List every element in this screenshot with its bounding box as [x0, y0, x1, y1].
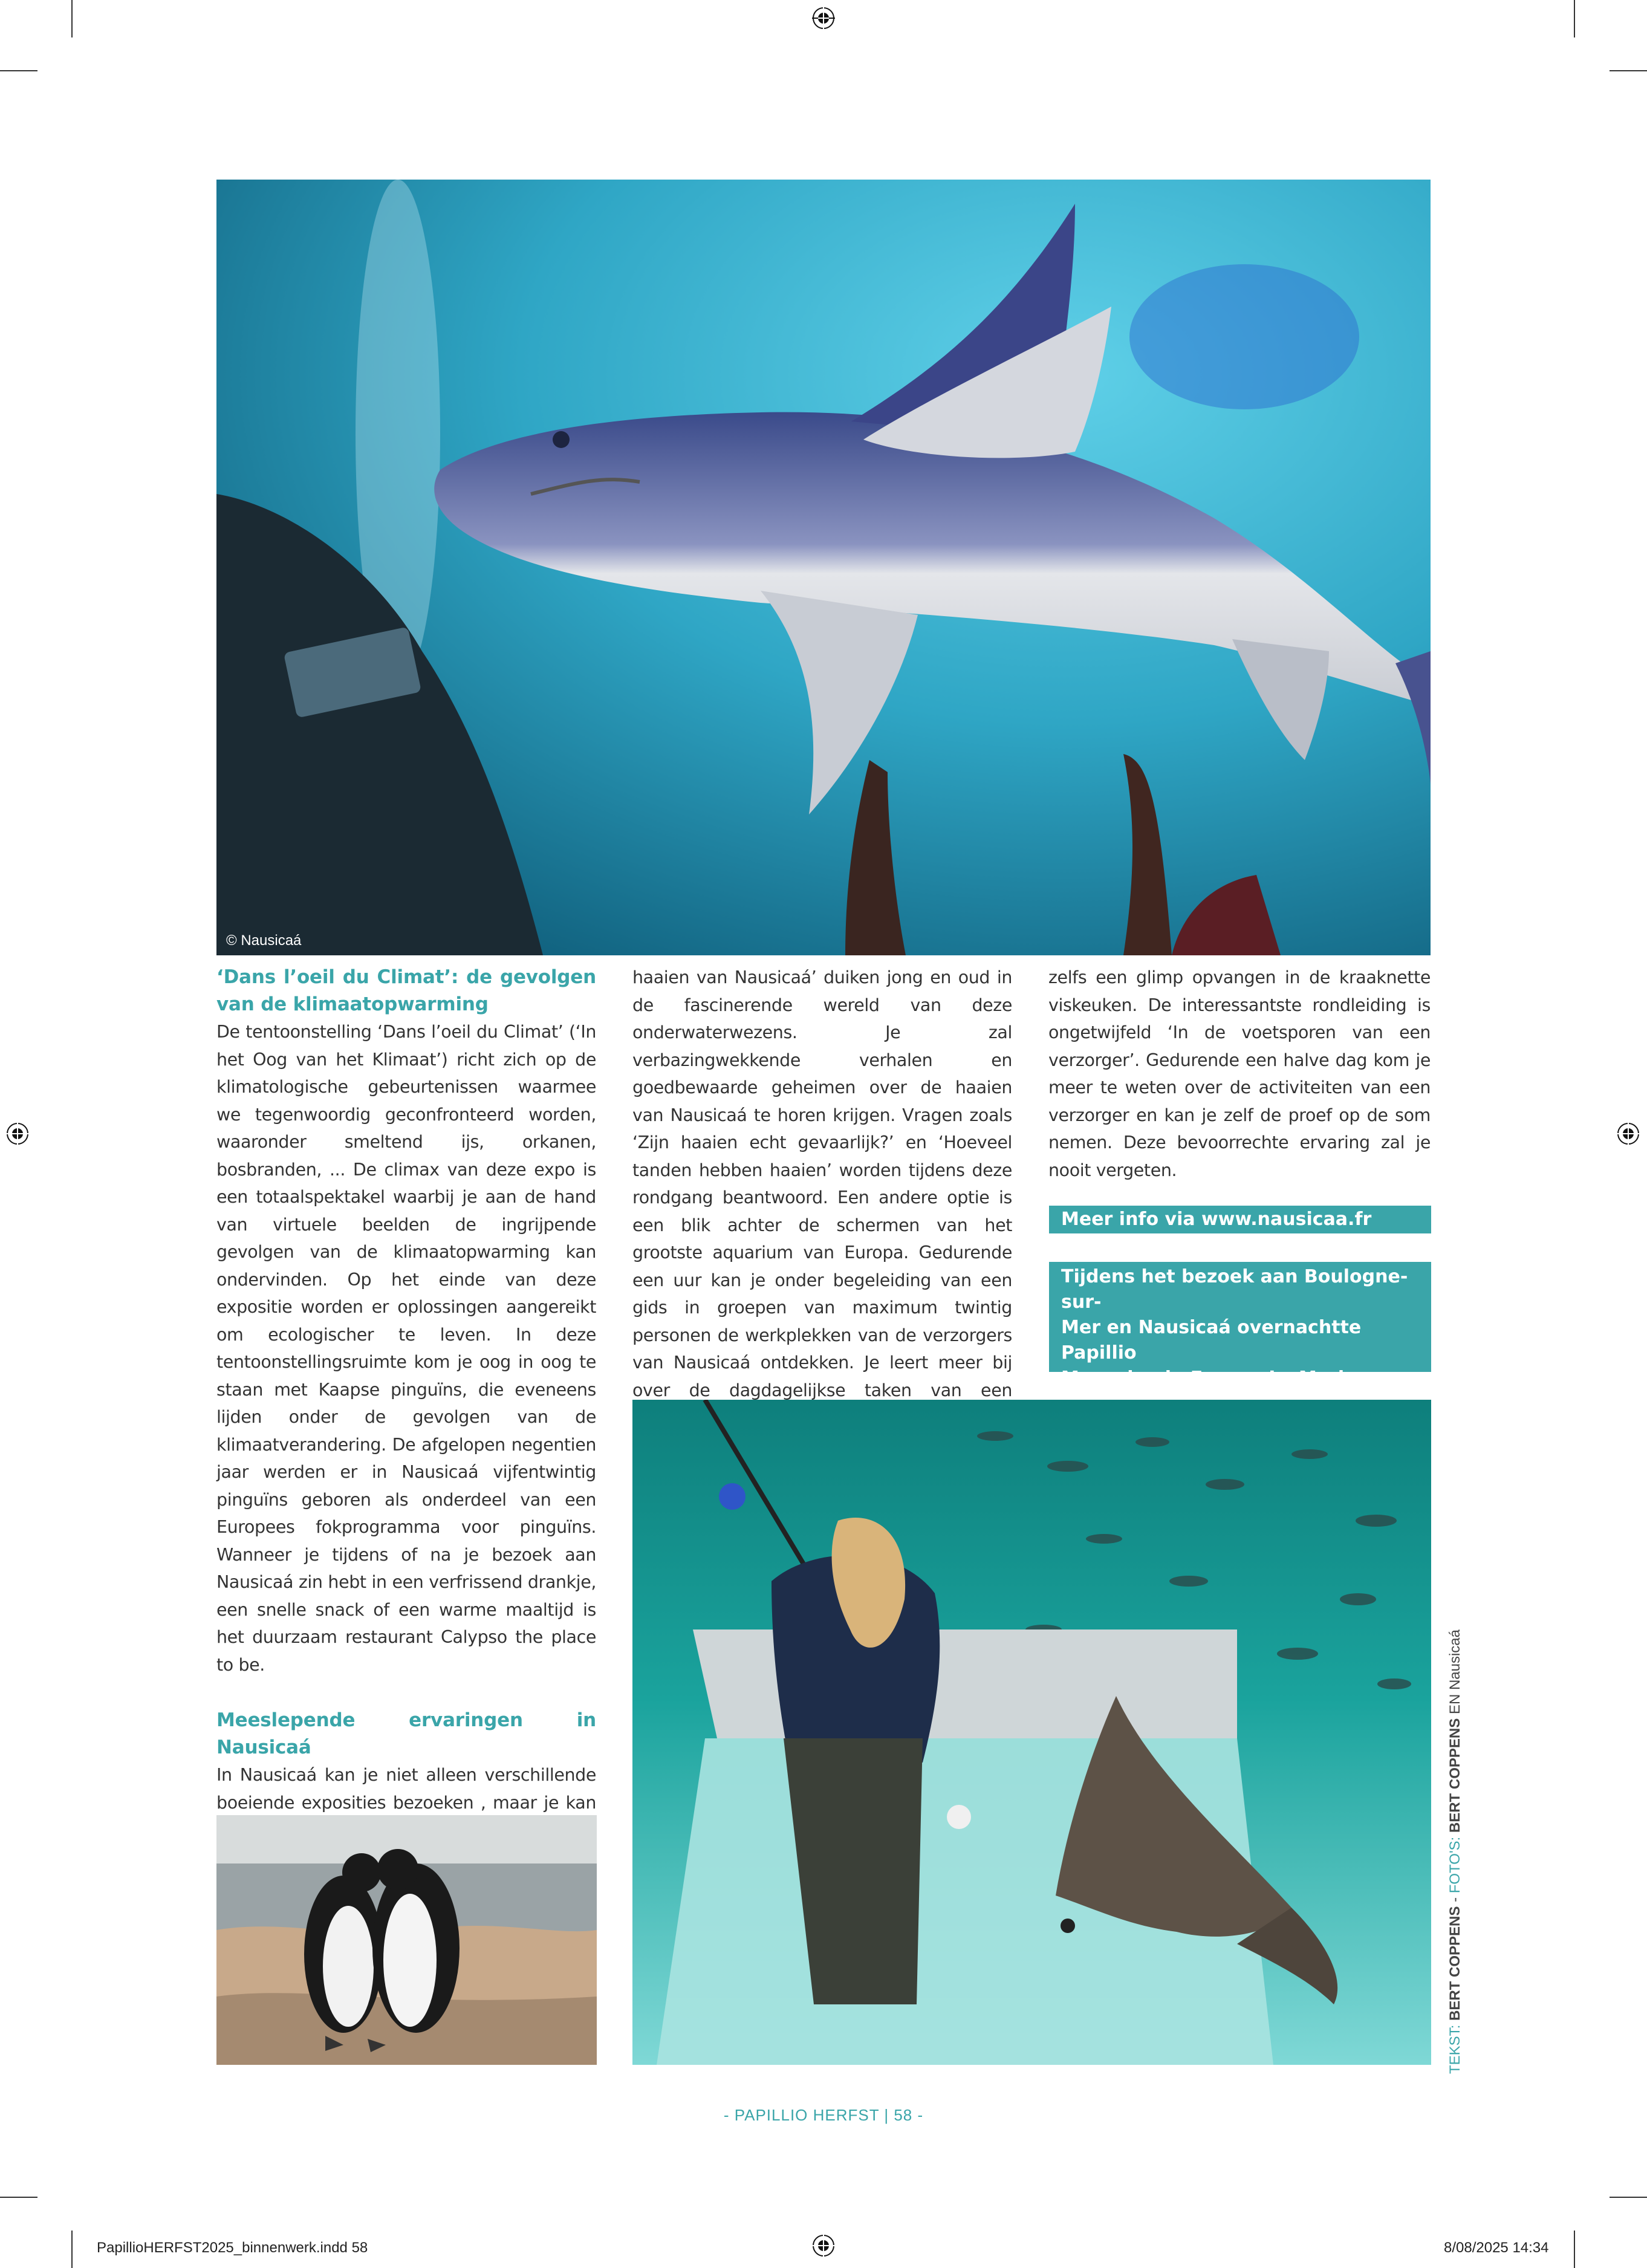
registration-mark-icon — [812, 2234, 835, 2257]
registration-mark-icon — [812, 7, 835, 30]
crop-mark — [1574, 0, 1575, 37]
slug-date: 8/08/2025 14:34 — [1444, 2240, 1549, 2256]
registration-mark-icon — [6, 1122, 29, 1145]
column-1 — [216, 964, 596, 1899]
info-line: Tijdens het bezoek aan Boulogne-sur- — [1061, 1266, 1408, 1313]
crop-mark — [71, 2231, 73, 2268]
paragraph-experiences-end: zelfs een glimp opvangen in de kraaknette viskeuken. De interessantste rondleiding is ongetwijfeld ‘In de voetsporen van een verzorger’. Gedurende een halve dag kom je meer te weten over de activiteiten van een verzorger en kan je zelf de proef op de som nemen. Deze bevoorrechte ervaring zal je nooit vergeten. — [1048, 967, 1431, 1180]
caretaker-ray-photo — [632, 1400, 1431, 2065]
crop-mark — [71, 0, 73, 37]
crop-mark — [0, 70, 37, 71]
paragraph-experiences-middle: haaien van Nausicaá’ duiken jong en oud in de fascinerende wereld van deze onderwaterwezens. Je zal verbazingwekkende verhalen en goedbewaarde geheimen over de haaien van Nausicaá te horen krijgen. Vragen zoals ‘Zijn haaien echt gevaarlijk?’ en ‘Hoeveel tanden hebben haaien’ worden tijdens deze rondgang beantwoord. Een andere optie is een blik achter de schermen van het grootste aquarium van Europa. Gedurende een uur kan je onder begeleiding van een gids in groepen van maximum twintig personen de werkplekken van de verzorgers van Nausicaá ontdekken. Je leert meer bij over de dagdagelijkse taken van een — [632, 967, 1012, 1400]
section-heading-experiences: Meeslepende ervaringen in Nausicaá — [216, 1709, 596, 1758]
column-2 — [632, 964, 1012, 1432]
info-link-nausicaa[interactable]: Meer info via www.nausicaa.fr — [1061, 1209, 1372, 1230]
shark-photo — [216, 180, 1431, 955]
penguin-photo — [216, 1815, 597, 2065]
paragraph-experiences-start: In Nausicaá kan je niet alleen verschillende boeiende exposities bezoeken , maar je kan — [216, 1765, 596, 1813]
info-line: Mer en Nausicaá overnachtte Papillio — [1061, 1317, 1362, 1363]
page-footer: - PAPILLIO HERFST | 58 - — [723, 2106, 924, 2124]
photo-text-credit: TEKST: BERT COPPENS - FOTO'S: BERT COPPENS EN Nausicaá — [1447, 1630, 1463, 2074]
slug-file: PapillioHERFST2025_binnenwerk.indd 58 — [97, 2240, 368, 2256]
info-box-website — [1049, 1206, 1431, 1233]
registration-mark-icon — [1617, 1122, 1640, 1145]
crop-mark — [1610, 2197, 1647, 2198]
info-line: Magazine in Evancy La Marina. — [1061, 1368, 1377, 1389]
crop-mark — [1574, 2231, 1575, 2268]
section-heading-climate: ‘Dans l’oeil du Climat’: de gevolgen van de klimaatopwarming — [216, 966, 596, 1015]
paragraph-climate: De tentoonstelling ‘Dans l’oeil du Climat’ (‘In het Oog van het Klimaat’) richt zich op de klimatologische gebeurtenissen waarmee we tegenwoordig geconfronteerd worden, waaronder smeltend ijs, orkanen, bosbranden, ... De climax van deze expo is een totaalspektakel waarbij je aan de hand van virtuele beelden de ingrijpende gevolgen van de klimaatopwarming kan ondervinden. Op het einde van deze expositie worden er oplossingen aangereikt om ecologischer te leven. In deze tentoonstellingsruimte kom je oog in oog te staan met Kaapse pinguïns, die eveneens lijden onder de gevolgen van de klimaatverandering. De afgelopen negentien jaar werden er in Nausicaá vijfentwintig pinguïns geboren als onderdeel van een Europees fokprogramma voor pinguïns. Wanneer je tijdens of na je bezoek aan Nausicaá zin hebt in een verfrissend drankje, een snelle snack of een warme maaltijd is het duurzaam restaurant Calypso the place to be. — [216, 1022, 596, 1675]
info-box-accommodation — [1049, 1262, 1431, 1389]
crop-mark — [0, 2197, 37, 2198]
crop-mark — [1610, 70, 1647, 71]
photo-credit: © Nausicaá — [226, 932, 302, 949]
column-3 — [1048, 964, 1431, 1184]
